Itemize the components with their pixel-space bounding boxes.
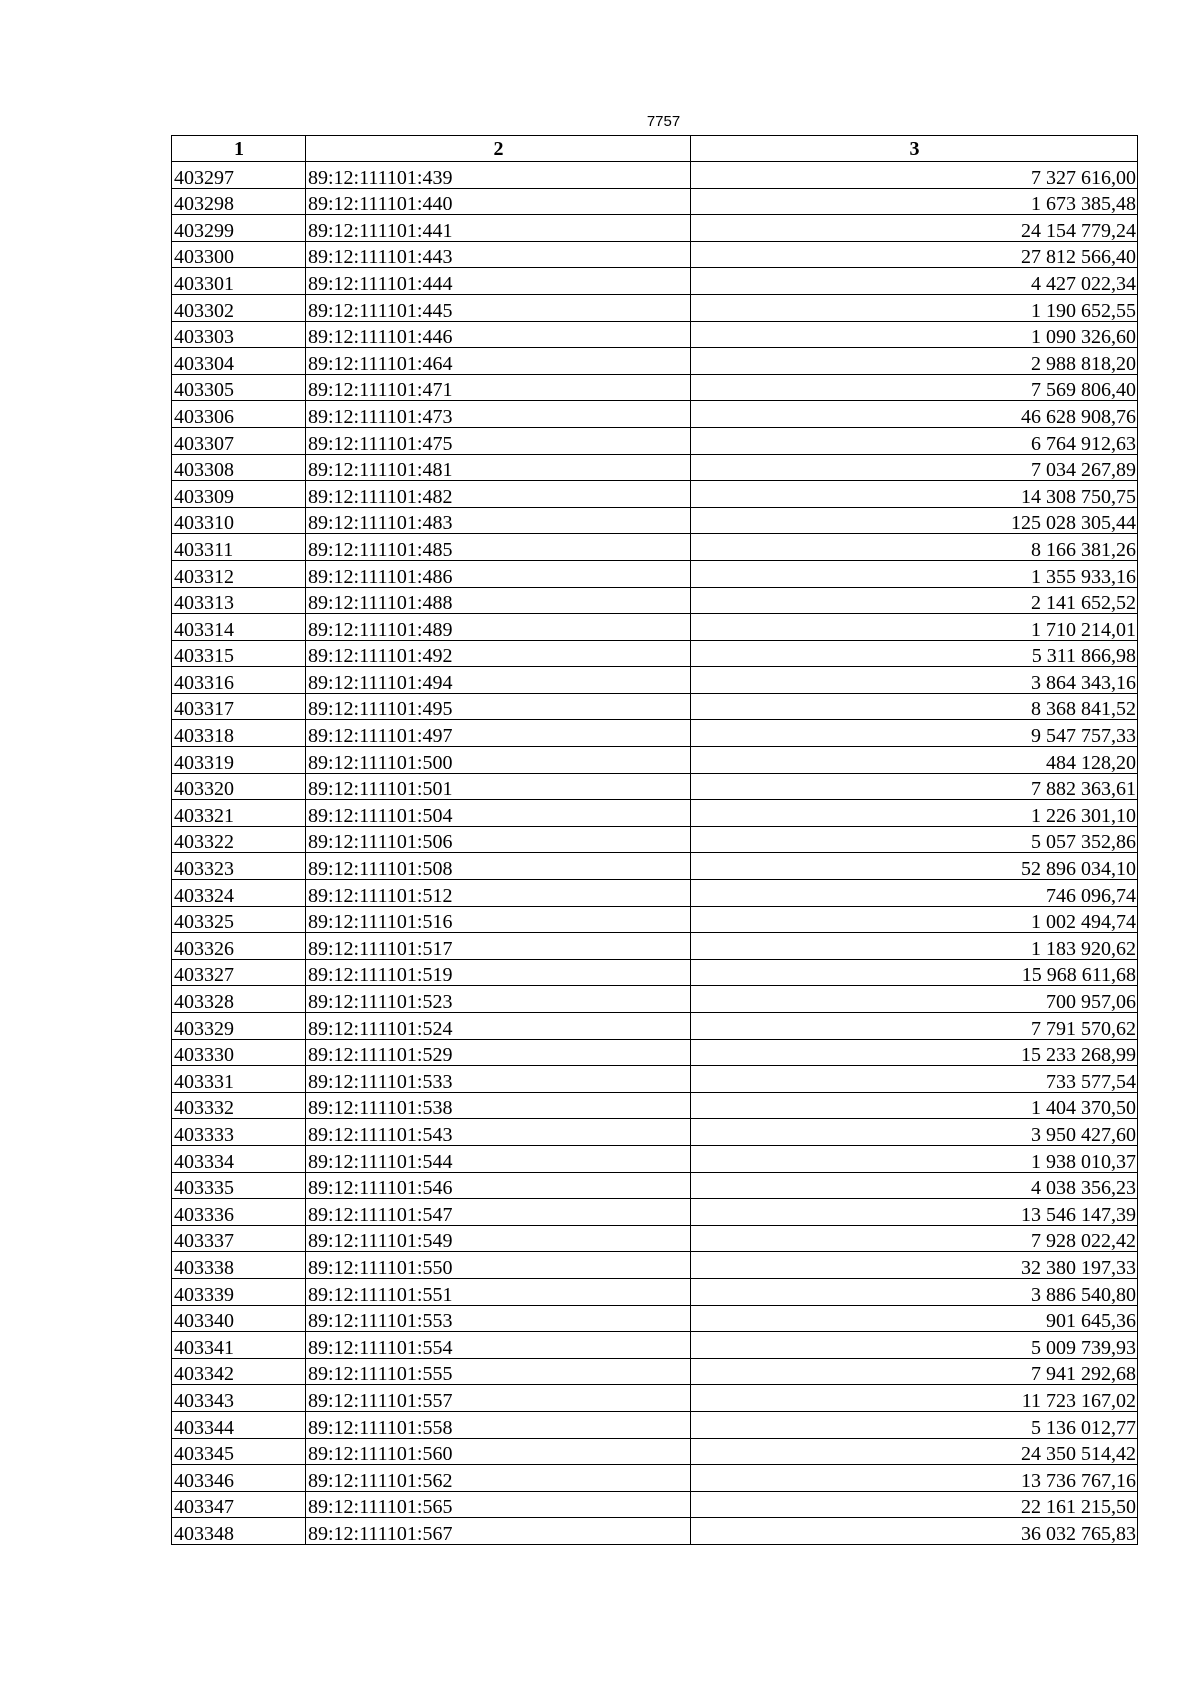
table-row [172, 401, 1138, 428]
cadastral-number: 89:12:111101:506 [306, 826, 691, 853]
cadastral-value: 13 546 147,39 [691, 1199, 1138, 1226]
table-row [172, 1278, 1138, 1305]
cadastral-number: 89:12:111101:439 [306, 162, 691, 189]
cadastral-value: 1 673 385,48 [691, 188, 1138, 215]
cadastral-number: 89:12:111101:445 [306, 294, 691, 321]
cadastral-number: 89:12:111101:519 [306, 959, 691, 986]
cadastral-number: 89:12:111101:475 [306, 427, 691, 454]
row-number: 403303 [172, 321, 306, 348]
cadastral-value: 700 957,06 [691, 986, 1138, 1013]
cadastral-value: 11 723 167,02 [691, 1385, 1138, 1412]
row-number: 403328 [172, 986, 306, 1013]
cadastral-value: 15 968 611,68 [691, 959, 1138, 986]
cadastral-value: 3 864 343,16 [691, 667, 1138, 694]
row-number: 403305 [172, 374, 306, 401]
row-number: 403317 [172, 693, 306, 720]
cadastral-value: 1 183 920,62 [691, 933, 1138, 960]
cadastral-value: 24 350 514,42 [691, 1438, 1138, 1465]
table-row [172, 640, 1138, 667]
cadastral-number: 89:12:111101:492 [306, 640, 691, 667]
row-number: 403333 [172, 1119, 306, 1146]
cadastral-value: 901 645,36 [691, 1305, 1138, 1332]
cadastral-number: 89:12:111101:558 [306, 1411, 691, 1438]
cadastral-value: 1 710 214,01 [691, 614, 1138, 641]
cadastral-value: 746 096,74 [691, 880, 1138, 907]
cadastral-value: 24 154 779,24 [691, 215, 1138, 242]
cadastral-value: 7 034 267,89 [691, 454, 1138, 481]
cadastral-number: 89:12:111101:488 [306, 587, 691, 614]
row-number: 403308 [172, 454, 306, 481]
cadastral-number: 89:12:111101:562 [306, 1465, 691, 1492]
cadastral-value: 484 128,20 [691, 747, 1138, 774]
table-row [172, 294, 1138, 321]
cadastral-number: 89:12:111101:495 [306, 693, 691, 720]
table-row [172, 1518, 1138, 1545]
column-header-2: 2 [306, 136, 691, 162]
cadastral-number: 89:12:111101:516 [306, 906, 691, 933]
row-number: 403344 [172, 1411, 306, 1438]
cadastral-number: 89:12:111101:481 [306, 454, 691, 481]
cadastral-value: 3 950 427,60 [691, 1119, 1138, 1146]
row-number: 403315 [172, 640, 306, 667]
row-number: 403310 [172, 507, 306, 534]
cadastral-number: 89:12:111101:547 [306, 1199, 691, 1226]
row-number: 403298 [172, 188, 306, 215]
table-row [172, 747, 1138, 774]
cadastral-number: 89:12:111101:500 [306, 747, 691, 774]
cadastral-value: 7 882 363,61 [691, 773, 1138, 800]
cadastral-value: 36 032 765,83 [691, 1518, 1138, 1545]
cadastral-value: 52 896 034,10 [691, 853, 1138, 880]
table-row [172, 1332, 1138, 1359]
row-number: 403325 [172, 906, 306, 933]
cadastral-value: 5 136 012,77 [691, 1411, 1138, 1438]
row-number: 403346 [172, 1465, 306, 1492]
cadastral-number: 89:12:111101:440 [306, 188, 691, 215]
table-row [172, 826, 1138, 853]
cadastral-value: 5 311 866,98 [691, 640, 1138, 667]
row-number: 403300 [172, 241, 306, 268]
cadastral-number: 89:12:111101:494 [306, 667, 691, 694]
cadastral-value: 1 002 494,74 [691, 906, 1138, 933]
row-number: 403343 [172, 1385, 306, 1412]
page-number: 7757 [646, 113, 681, 130]
cadastral-value: 2 141 652,52 [691, 587, 1138, 614]
row-number: 403337 [172, 1225, 306, 1252]
table-row [172, 693, 1138, 720]
table-row [172, 933, 1138, 960]
cadastral-value: 7 569 806,40 [691, 374, 1138, 401]
table-row [172, 986, 1138, 1013]
table-row [172, 800, 1138, 827]
cadastral-number: 89:12:111101:533 [306, 1066, 691, 1093]
cadastral-value: 1 090 326,60 [691, 321, 1138, 348]
cadastral-number: 89:12:111101:485 [306, 534, 691, 561]
cadastral-number: 89:12:111101:489 [306, 614, 691, 641]
table-row [172, 1385, 1138, 1412]
cadastral-value: 27 812 566,40 [691, 241, 1138, 268]
row-number: 403321 [172, 800, 306, 827]
cadastral-number: 89:12:111101:444 [306, 268, 691, 295]
table-row [172, 1411, 1138, 1438]
row-number: 403302 [172, 294, 306, 321]
row-number: 403313 [172, 587, 306, 614]
column-header-1: 1 [172, 136, 306, 162]
row-number: 403299 [172, 215, 306, 242]
table-row [172, 1305, 1138, 1332]
cadastral-number: 89:12:111101:497 [306, 720, 691, 747]
row-number: 403327 [172, 959, 306, 986]
table-row [172, 880, 1138, 907]
cadastral-value: 1 404 370,50 [691, 1092, 1138, 1119]
table-row [172, 560, 1138, 587]
cadastral-value: 4 038 356,23 [691, 1172, 1138, 1199]
table-row [172, 853, 1138, 880]
cadastral-value: 14 308 750,75 [691, 481, 1138, 508]
table-row [172, 374, 1138, 401]
row-number: 403311 [172, 534, 306, 561]
table-row [172, 268, 1138, 295]
row-number: 403304 [172, 348, 306, 375]
cadastral-number: 89:12:111101:464 [306, 348, 691, 375]
cadastral-value: 22 161 215,50 [691, 1491, 1138, 1518]
row-number: 403336 [172, 1199, 306, 1226]
cadastral-number: 89:12:111101:512 [306, 880, 691, 907]
table-row [172, 321, 1138, 348]
cadastral-number: 89:12:111101:538 [306, 1092, 691, 1119]
cadastral-value: 3 886 540,80 [691, 1278, 1138, 1305]
table-row [172, 1013, 1138, 1040]
cadastral-value: 32 380 197,33 [691, 1252, 1138, 1279]
cadastral-value: 13 736 767,16 [691, 1465, 1138, 1492]
cadastral-number: 89:12:111101:441 [306, 215, 691, 242]
cadastral-number: 89:12:111101:482 [306, 481, 691, 508]
cadastral-number: 89:12:111101:483 [306, 507, 691, 534]
cadastral-value: 2 988 818,20 [691, 348, 1138, 375]
cadastral-number: 89:12:111101:555 [306, 1358, 691, 1385]
cadastral-value: 46 628 908,76 [691, 401, 1138, 428]
cadastral-number: 89:12:111101:446 [306, 321, 691, 348]
cadastral-number: 89:12:111101:543 [306, 1119, 691, 1146]
table-row [172, 507, 1138, 534]
table-row [172, 348, 1138, 375]
table-row [172, 188, 1138, 215]
cadastral-number: 89:12:111101:473 [306, 401, 691, 428]
cadastral-number: 89:12:111101:486 [306, 560, 691, 587]
cadastral-value: 7 928 022,42 [691, 1225, 1138, 1252]
row-number: 403326 [172, 933, 306, 960]
cadastral-value: 4 427 022,34 [691, 268, 1138, 295]
table-row [172, 427, 1138, 454]
row-number: 403320 [172, 773, 306, 800]
cadastral-value: 6 764 912,63 [691, 427, 1138, 454]
table-row [172, 906, 1138, 933]
table-row [172, 1491, 1138, 1518]
table-row [172, 1172, 1138, 1199]
cadastral-number: 89:12:111101:529 [306, 1039, 691, 1066]
row-number: 403331 [172, 1066, 306, 1093]
cadastral-number: 89:12:111101:501 [306, 773, 691, 800]
cadastral-number: 89:12:111101:443 [306, 241, 691, 268]
cadastral-number: 89:12:111101:523 [306, 986, 691, 1013]
cadastral-number: 89:12:111101:557 [306, 1385, 691, 1412]
cadastral-value: 1 190 652,55 [691, 294, 1138, 321]
cadastral-number: 89:12:111101:508 [306, 853, 691, 880]
cadastral-value: 1 938 010,37 [691, 1145, 1138, 1172]
row-number: 403339 [172, 1278, 306, 1305]
table-row [172, 1145, 1138, 1172]
cadastral-value: 8 166 381,26 [691, 534, 1138, 561]
cadastral-number: 89:12:111101:546 [306, 1172, 691, 1199]
table-row [172, 959, 1138, 986]
row-number: 403340 [172, 1305, 306, 1332]
cadastral-value: 7 941 292,68 [691, 1358, 1138, 1385]
row-number: 403324 [172, 880, 306, 907]
cadastral-value: 5 057 352,86 [691, 826, 1138, 853]
table-row [172, 1252, 1138, 1279]
row-number: 403345 [172, 1438, 306, 1465]
table-row [172, 162, 1138, 189]
cadastral-value: 15 233 268,99 [691, 1039, 1138, 1066]
row-number: 403322 [172, 826, 306, 853]
cadastral-number: 89:12:111101:524 [306, 1013, 691, 1040]
row-number: 403348 [172, 1518, 306, 1545]
table-row [172, 587, 1138, 614]
row-number: 403318 [172, 720, 306, 747]
table-row [172, 215, 1138, 242]
row-number: 403342 [172, 1358, 306, 1385]
row-number: 403323 [172, 853, 306, 880]
table-row [172, 1039, 1138, 1066]
table-row [172, 1358, 1138, 1385]
cadastral-value: 7 791 570,62 [691, 1013, 1138, 1040]
row-number: 403329 [172, 1013, 306, 1040]
row-number: 403306 [172, 401, 306, 428]
row-number: 403297 [172, 162, 306, 189]
row-number: 403301 [172, 268, 306, 295]
table-row [172, 534, 1138, 561]
table-row [172, 1199, 1138, 1226]
table-row [172, 481, 1138, 508]
row-number: 403341 [172, 1332, 306, 1359]
cadastral-number: 89:12:111101:471 [306, 374, 691, 401]
table-row [172, 241, 1138, 268]
table-row [172, 1092, 1138, 1119]
row-number: 403309 [172, 481, 306, 508]
table-row [172, 720, 1138, 747]
table-row [172, 454, 1138, 481]
table-body [172, 162, 1138, 1545]
cadastral-number: 89:12:111101:549 [306, 1225, 691, 1252]
row-number: 403335 [172, 1172, 306, 1199]
cadastral-number: 89:12:111101:517 [306, 933, 691, 960]
row-number: 403307 [172, 427, 306, 454]
table-row [172, 667, 1138, 694]
column-header-3: 3 [691, 136, 1138, 162]
cadastral-number: 89:12:111101:560 [306, 1438, 691, 1465]
cadastral-value: 5 009 739,93 [691, 1332, 1138, 1359]
row-number: 403332 [172, 1092, 306, 1119]
row-number: 403314 [172, 614, 306, 641]
cadastral-number: 89:12:111101:553 [306, 1305, 691, 1332]
cadastral-value: 733 577,54 [691, 1066, 1138, 1093]
table-header-row [172, 136, 1138, 162]
cadastral-number: 89:12:111101:504 [306, 800, 691, 827]
cadastral-number: 89:12:111101:567 [306, 1518, 691, 1545]
table-row [172, 1066, 1138, 1093]
table-row [172, 773, 1138, 800]
cadastral-number: 89:12:111101:554 [306, 1332, 691, 1359]
row-number: 403319 [172, 747, 306, 774]
cadastral-value: 8 368 841,52 [691, 693, 1138, 720]
table-row [172, 1465, 1138, 1492]
row-number: 403330 [172, 1039, 306, 1066]
cadastral-number: 89:12:111101:551 [306, 1278, 691, 1305]
cadastral-value: 1 355 933,16 [691, 560, 1138, 587]
cadastral-number: 89:12:111101:544 [306, 1145, 691, 1172]
cadastral-number: 89:12:111101:550 [306, 1252, 691, 1279]
cadastral-value: 7 327 616,00 [691, 162, 1138, 189]
table-row [172, 1225, 1138, 1252]
cadastral-value: 1 226 301,10 [691, 800, 1138, 827]
table-row [172, 1438, 1138, 1465]
cadastral-number: 89:12:111101:565 [306, 1491, 691, 1518]
table-row [172, 614, 1138, 641]
data-table [171, 135, 1138, 1545]
row-number: 403312 [172, 560, 306, 587]
row-number: 403338 [172, 1252, 306, 1279]
row-number: 403316 [172, 667, 306, 694]
cadastral-value: 125 028 305,44 [691, 507, 1138, 534]
cadastral-value: 9 547 757,33 [691, 720, 1138, 747]
row-number: 403347 [172, 1491, 306, 1518]
row-number: 403334 [172, 1145, 306, 1172]
table-row [172, 1119, 1138, 1146]
